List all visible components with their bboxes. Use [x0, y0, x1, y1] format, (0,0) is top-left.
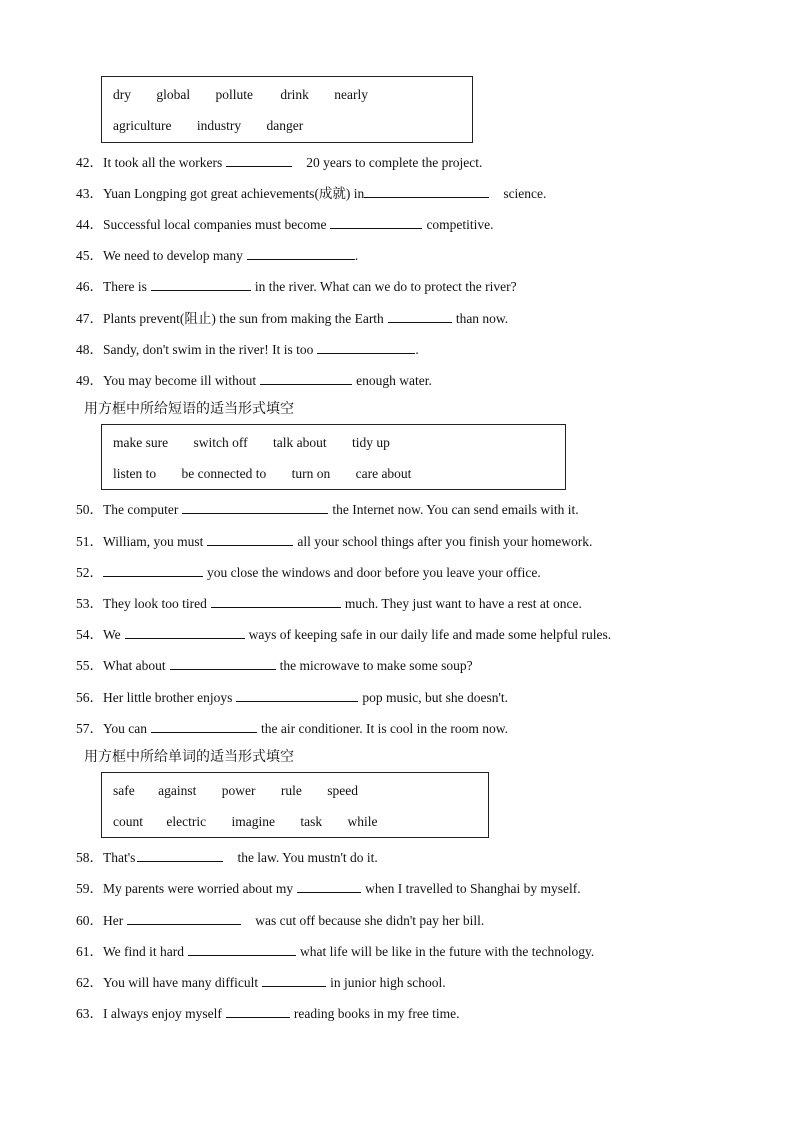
question-text-before: We need to develop many [103, 248, 243, 263]
answer-blank[interactable] [103, 565, 203, 577]
answer-blank[interactable] [182, 502, 328, 514]
question-text-before: William, you must [103, 534, 204, 549]
question-59 [76, 877, 581, 897]
question-text-before: Successful local companies must become [103, 217, 327, 232]
question-53 [76, 592, 582, 612]
question-text-before: It took all the workers [103, 155, 223, 170]
box-word: global [156, 87, 191, 102]
question-55 [76, 654, 473, 674]
question-text-before: What about [103, 658, 166, 673]
answer-blank[interactable] [188, 944, 296, 956]
answer-blank[interactable] [226, 155, 292, 167]
question-58 [76, 846, 378, 866]
box-word: while [347, 814, 378, 829]
box-phrase: be connected to [181, 466, 267, 481]
box-phrase: tidy up [351, 435, 390, 450]
question-text-before: Yuan Longping got great achievements(成就) in [103, 186, 365, 201]
question-text-after: enough water. [356, 373, 432, 388]
answer-blank[interactable] [236, 690, 358, 702]
question-61 [76, 940, 594, 960]
word-box-1 [101, 76, 473, 143]
box-word: task [300, 814, 323, 829]
question-text-after: what life will be like in the future with the technology. [300, 944, 595, 959]
box-phrase: talk about [272, 435, 327, 450]
answer-blank[interactable] [207, 534, 293, 546]
box-word: pollute [215, 87, 253, 102]
box-word: industry [196, 118, 242, 133]
question-text-after: . [354, 248, 359, 263]
question-51 [76, 530, 592, 550]
question-text-before: Her [103, 913, 124, 928]
question-text-after: science. [503, 186, 547, 201]
word-box-1-row-2 [113, 118, 303, 134]
question-text-before: You may become ill without [103, 373, 257, 388]
question-number: 44． [76, 217, 103, 232]
answer-blank[interactable] [262, 975, 326, 987]
answer-blank[interactable] [388, 311, 452, 323]
answer-blank[interactable] [127, 913, 241, 925]
question-number: 60． [76, 913, 103, 928]
question-60 [76, 909, 484, 929]
box-word: power [221, 783, 256, 798]
question-number: 62． [76, 975, 103, 990]
question-number: 55． [76, 658, 103, 673]
question-text-after: 20 years to complete the project. [306, 155, 483, 170]
answer-blank[interactable] [226, 1006, 290, 1018]
question-text-after: much. They just want to have a rest at once. [344, 596, 582, 611]
answer-blank[interactable] [260, 373, 352, 385]
question-text-after: in the river. What can we do to protect the river? [254, 279, 517, 294]
question-number: 50． [76, 502, 103, 517]
question-text-before: They look too tired [103, 596, 207, 611]
question-text-after: than now. [455, 311, 509, 326]
question-number: 48． [76, 342, 103, 357]
question-text-before: You will have many difficult [103, 975, 259, 990]
question-number: 61． [76, 944, 103, 959]
question-text-after: the law. You mustn't do it. [237, 850, 378, 865]
box-word: imagine [231, 814, 275, 829]
question-number: 43． [76, 186, 103, 201]
question-63 [76, 1002, 460, 1022]
word-box-1-row-1 [113, 87, 368, 103]
answer-blank[interactable] [170, 658, 276, 670]
answer-blank[interactable] [297, 881, 361, 893]
question-text-before: There is [103, 279, 147, 294]
question-52 [76, 561, 541, 581]
box-word: danger [266, 118, 304, 133]
box-phrase: turn on [291, 466, 331, 481]
question-62 [76, 971, 446, 991]
question-number: 49． [76, 373, 103, 388]
box-phrase: make sure [113, 435, 169, 450]
question-text-after: ways of keeping safe in our daily life and made some helpful rules. [248, 627, 612, 642]
answer-blank[interactable] [247, 248, 355, 260]
question-number: 45． [76, 248, 103, 263]
question-text-after: you close the windows and door before you leave your office. [207, 565, 541, 580]
question-54 [76, 623, 611, 643]
question-number: 63． [76, 1006, 103, 1021]
question-42 [76, 151, 482, 171]
question-57 [76, 717, 508, 737]
box-word: safe [113, 783, 135, 798]
question-number: 47． [76, 311, 103, 326]
answer-blank[interactable] [125, 627, 245, 639]
box-word: speed [327, 783, 358, 798]
question-number: 42． [76, 155, 103, 170]
answer-blank[interactable] [151, 721, 257, 733]
question-46 [76, 275, 517, 295]
question-text-before: Sandy, don't swim in the river! It is too [103, 342, 314, 357]
question-47 [76, 307, 508, 327]
answer-blank[interactable] [364, 186, 489, 198]
question-number: 57． [76, 721, 103, 736]
box-word: electric [166, 814, 207, 829]
box-word: nearly [334, 87, 368, 102]
answer-blank[interactable] [317, 342, 415, 354]
question-text-after: the Internet now. You can send emails with it. [332, 502, 579, 517]
answer-blank[interactable] [330, 217, 422, 229]
question-48 [76, 338, 419, 358]
box-phrase: switch off [193, 435, 248, 450]
word-box-2-row-1 [113, 783, 358, 799]
box-phrase: listen to [113, 466, 157, 481]
question-44 [76, 213, 494, 233]
question-text-before: My parents were worried about my [103, 881, 294, 896]
phrase-box-row-1 [113, 435, 390, 451]
question-text-after: the air conditioner. It is cool in the room now. [261, 721, 508, 736]
phrase-box-row-2 [113, 466, 411, 482]
word-box-2 [101, 772, 489, 838]
question-number: 52． [76, 565, 103, 580]
box-word: against [158, 783, 197, 798]
answer-blank[interactable] [211, 596, 341, 608]
question-text-after: pop music, but she doesn't. [362, 690, 509, 705]
question-text-after: reading books in my free time. [293, 1006, 460, 1021]
question-number: 51． [76, 534, 103, 549]
question-text-after: all your school things after you finish your homework. [297, 534, 593, 549]
question-50 [76, 498, 579, 518]
question-text-before: I always enjoy myself [103, 1006, 222, 1021]
box-word: drink [280, 87, 309, 102]
question-number: 56． [76, 690, 103, 705]
section-3-heading: 用方框中所给单词的适当形式填空 [84, 749, 294, 765]
question-text-before: That's [103, 850, 136, 865]
question-text-before: The computer [103, 502, 179, 517]
question-text-before: You can [103, 721, 148, 736]
question-number: 46． [76, 279, 103, 294]
question-text-after: competitive. [426, 217, 494, 232]
question-text-after: was cut off because she didn't pay her bill. [255, 913, 485, 928]
question-number: 59． [76, 881, 103, 896]
question-text-after: when I travelled to Shanghai by myself. [365, 881, 581, 896]
question-49 [76, 369, 432, 389]
box-word: rule [280, 783, 302, 798]
question-text-before: We find it hard [103, 944, 185, 959]
question-number: 58． [76, 850, 103, 865]
question-45 [76, 244, 358, 264]
question-text-before: Plants prevent(阻止) the sun from making the Earth [103, 311, 384, 326]
box-word: dry [113, 87, 131, 102]
box-phrase: care about [355, 466, 412, 481]
box-word: count [113, 814, 143, 829]
question-43 [76, 182, 546, 202]
question-number: 53． [76, 596, 103, 611]
section-2-heading: 用方框中所给短语的适当形式填空 [84, 401, 294, 417]
word-box-2-row-2 [113, 814, 377, 830]
question-number: 54． [76, 627, 103, 642]
box-word: agriculture [113, 118, 172, 133]
question-text-before: Her little brother enjoys [103, 690, 233, 705]
question-text-after: the microwave to make some soup? [279, 658, 473, 673]
question-text-before: We [103, 627, 121, 642]
phrase-box [101, 424, 566, 490]
answer-blank[interactable] [137, 850, 223, 862]
question-text-after: in junior high school. [330, 975, 446, 990]
question-text-after: . [415, 342, 419, 357]
answer-blank[interactable] [151, 279, 251, 291]
question-56 [76, 686, 508, 706]
